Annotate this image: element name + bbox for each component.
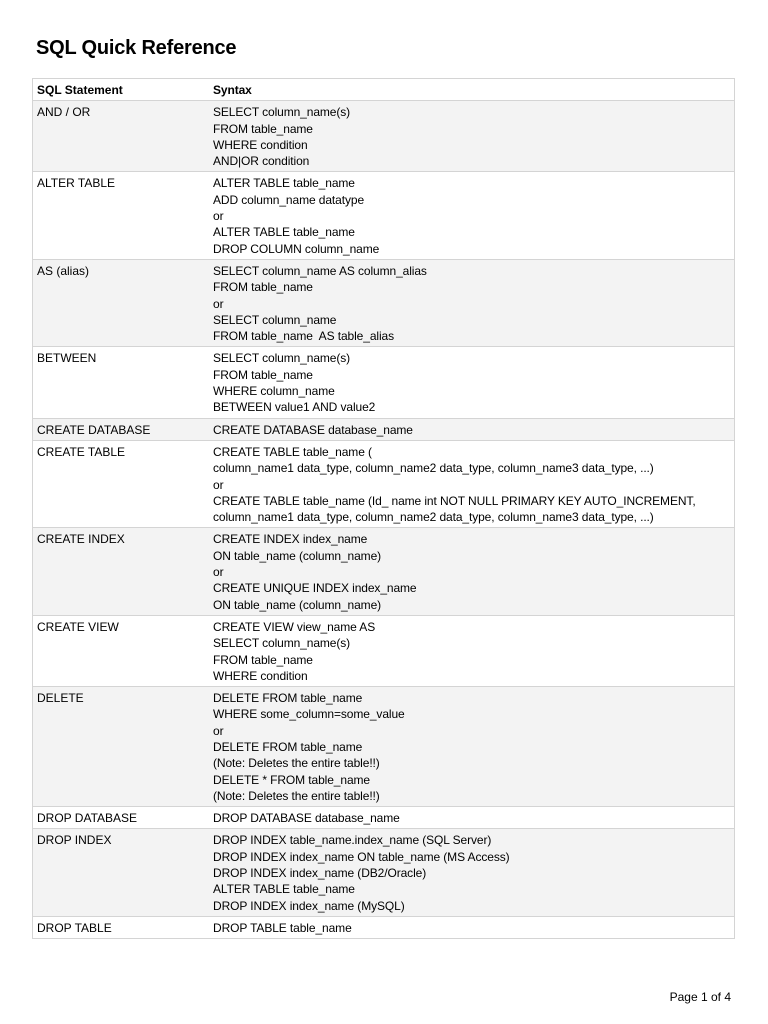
syntax-cell: DROP DATABASE database_name (213, 811, 400, 826)
page-number: Page 1 of 4 (669, 990, 731, 1004)
column-header-statement: SQL Statement (37, 83, 123, 97)
table-row (33, 172, 734, 259)
statement-cell: DROP TABLE (37, 920, 112, 935)
page-title: SQL Quick Reference (36, 37, 237, 59)
table-row (33, 441, 734, 528)
syntax-cell: DROP TABLE table_name (213, 920, 352, 935)
syntax-cell: CREATE DATABASE database_name (213, 422, 413, 437)
statement-cell: CREATE TABLE (37, 444, 126, 459)
syntax-cell: CREATE VIEW view_name AS SELECT column_name(s) FROM table_name WHERE condition (213, 619, 376, 683)
table-row (33, 807, 734, 829)
syntax-cell: CREATE TABLE table_name ( column_name1 data_type, column_name2 data_type, column_name3 data_type, ...) or CREATE TABLE table_name (Id_ name int NOT NULL PRIMARY KEY AUTO_INCREMENT, column_name1 data_type, column_name2 data_type, column_name3 data_type, ...) (213, 444, 696, 525)
table-row (33, 687, 734, 807)
syntax-cell: ALTER TABLE table_name ADD column_name datatype or ALTER TABLE table_name DROP COLUMN column_name (213, 176, 380, 256)
column-header-syntax: Syntax (213, 83, 252, 97)
statement-cell: AS (alias) (37, 263, 90, 278)
table-row (33, 616, 734, 687)
table-header-row (33, 79, 734, 101)
statement-cell: DROP DATABASE (37, 811, 138, 826)
table-row (33, 528, 734, 615)
table-row (33, 101, 734, 172)
statement-cell: CREATE VIEW (37, 619, 119, 634)
statement-cell: CREATE DATABASE (37, 422, 151, 437)
statement-cell: DROP INDEX (37, 833, 112, 848)
statement-cell: AND / OR (37, 105, 91, 120)
statement-cell: ALTER TABLE (37, 176, 116, 191)
sql-reference-table (32, 78, 735, 939)
table-row (33, 829, 734, 916)
statement-cell: DELETE (37, 691, 84, 706)
syntax-cell: SELECT column_name AS column_alias FROM table_name or SELECT column_name FROM table_name AS table_alias (213, 263, 427, 344)
table-row (33, 917, 734, 939)
statement-cell: CREATE INDEX (37, 532, 125, 547)
syntax-cell: CREATE INDEX index_name ON table_name (column_name) or CREATE UNIQUE INDEX index_name ON table_name (column_name) (213, 532, 417, 612)
table-row (33, 260, 734, 347)
syntax-cell: SELECT column_name(s) FROM table_name WHERE column_name BETWEEN value1 AND value2 (213, 351, 376, 415)
syntax-cell: DROP INDEX table_name.index_name (SQL Server) DROP INDEX index_name ON table_name (MS Access) DROP INDEX index_name (DB2/Oracle) ALTER TABLE table_name DROP INDEX index_name (MySQL) (213, 833, 510, 913)
table-row (33, 419, 734, 441)
syntax-cell: DELETE FROM table_name WHERE some_column=some_value or DELETE FROM table_name (Note: Deletes the entire table!!) DELETE * FROM table_name (Note: Deletes the entire table!!) (213, 691, 405, 803)
statement-cell: BETWEEN (37, 351, 97, 366)
syntax-cell: SELECT column_name(s) FROM table_name WHERE condition AND|OR condition (213, 105, 351, 169)
table-row (33, 347, 734, 418)
